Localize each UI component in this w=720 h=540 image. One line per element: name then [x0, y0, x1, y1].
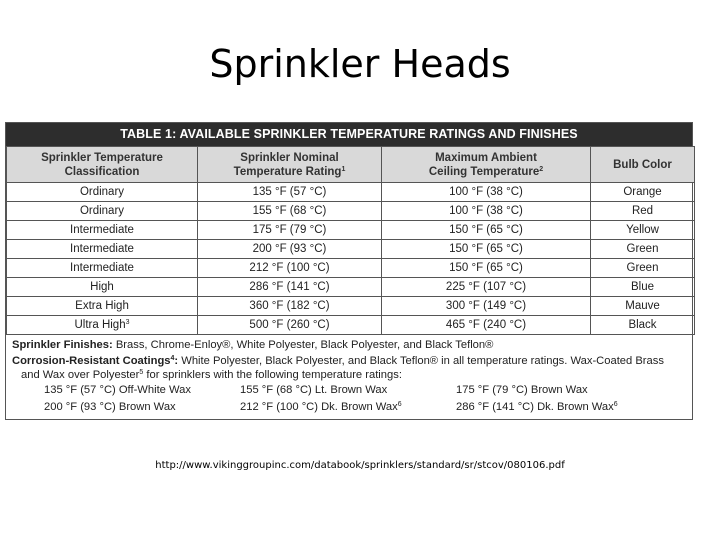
finishes-line: [12, 338, 692, 352]
source-url: http://www.vikinggroupinc.com/databook/sprinklers/standard/sr/stcov/080106.pdf: [155, 460, 565, 471]
wax-finish-list: [6, 382, 692, 416]
header-rating: Sprinkler Nominal Temperature Rating$^1$: [198, 147, 382, 183]
ceiling-cell: 100 °F (38 °C): [382, 183, 591, 202]
bulb-color-cell: Green: [591, 259, 695, 278]
ceiling-cell: 465 °F (240 °C): [382, 316, 591, 335]
rating-cell: 500 °F (260 °C): [198, 316, 382, 335]
corrosion-label: Corrosion-Resistant Coatings$^4$:: [12, 355, 179, 367]
classification-cell: Ordinary: [7, 202, 198, 221]
header-bulb-color: Bulb Color: [591, 147, 695, 183]
ceiling-cell: 150 °F (65 °C): [382, 259, 591, 278]
bulb-color-cell: Yellow: [591, 221, 695, 240]
ceiling-cell: 150 °F (65 °C): [382, 240, 591, 259]
ceiling-cell: 100 °F (38 °C): [382, 202, 591, 221]
wax-finish-item: 286 °F (141 °C) Dk. Brown Wax$^6$: [456, 401, 618, 413]
table-notes: [6, 335, 692, 382]
classification-cell: Intermediate: [7, 221, 198, 240]
table-title: TABLE 1: AVAILABLE SPRINKLER TEMPERATURE RATINGS AND FINISHES: [6, 123, 692, 146]
rating-cell: 360 °F (182 °C): [198, 297, 382, 316]
ceiling-cell: 150 °F (65 °C): [382, 221, 591, 240]
table-row: [7, 221, 695, 240]
bulb-color-cell: Orange: [591, 183, 695, 202]
classification-cell: Ultra High$^3$: [7, 316, 198, 335]
rating-cell: 175 °F (79 °C): [198, 221, 382, 240]
sprinkler-table: [5, 122, 693, 420]
classification-cell: Intermediate: [7, 240, 198, 259]
bulb-color-cell: Green: [591, 240, 695, 259]
wax-finish-item: 135 °F (57 °C) Off-White Wax: [44, 384, 191, 396]
wax-finish-item: 175 °F (79 °C) Brown Wax: [456, 384, 588, 396]
header-classification: Sprinkler Temperature Classification: [7, 147, 198, 183]
ceiling-cell: 300 °F (149 °C): [382, 297, 591, 316]
bulb-color-cell: Blue: [591, 278, 695, 297]
corrosion-line: [12, 354, 692, 368]
bulb-color-cell: Mauve: [591, 297, 695, 316]
rating-cell: 155 °F (68 °C): [198, 202, 382, 221]
table-row: [7, 183, 695, 202]
ceiling-cell: 225 °F (107 °C): [382, 278, 591, 297]
slide-title: Sprinkler Heads: [209, 42, 511, 86]
ratings-table: [6, 146, 695, 335]
wax-finish-item: 212 °F (100 °C) Dk. Brown Wax$^6$: [240, 401, 402, 413]
bulb-color-cell: Red: [591, 202, 695, 221]
corrosion-line-2: and Wax over Polyester$^5$ for sprinklers with the following temperature ratings:: [21, 369, 402, 381]
rating-cell: 200 °F (93 °C): [198, 240, 382, 259]
classification-cell: Intermediate: [7, 259, 198, 278]
table-row: [7, 240, 695, 259]
finishes-text: Brass, Chrome-Enloy®, White Polyester, Black Polyester, and Black Teflon®: [115, 339, 494, 351]
rating-cell: 212 °F (100 °C): [198, 259, 382, 278]
finishes-label: Sprinkler Finishes:: [12, 339, 113, 351]
wax-finish-item: 155 °F (68 °C) Lt. Brown Wax: [240, 384, 388, 396]
table-row: [7, 259, 695, 278]
classification-cell: Extra High: [7, 297, 198, 316]
corrosion-text: White Polyester, Black Polyester, and Black Teflon® in all temperature ratings. Wax-Coated Brass: [181, 355, 664, 367]
rating-cell: 286 °F (141 °C): [198, 278, 382, 297]
table-header-row: [7, 147, 695, 183]
classification-cell: Ordinary: [7, 183, 198, 202]
table-row: [7, 278, 695, 297]
wax-finish-item: 200 °F (93 °C) Brown Wax: [44, 401, 176, 413]
table-row: [7, 297, 695, 316]
table-row: [7, 316, 695, 335]
bulb-color-cell: Black: [591, 316, 695, 335]
classification-cell: High: [7, 278, 198, 297]
header-ceiling: Maximum Ambient Ceiling Temperature$^2$: [382, 147, 591, 183]
table-row: [7, 202, 695, 221]
rating-cell: 135 °F (57 °C): [198, 183, 382, 202]
